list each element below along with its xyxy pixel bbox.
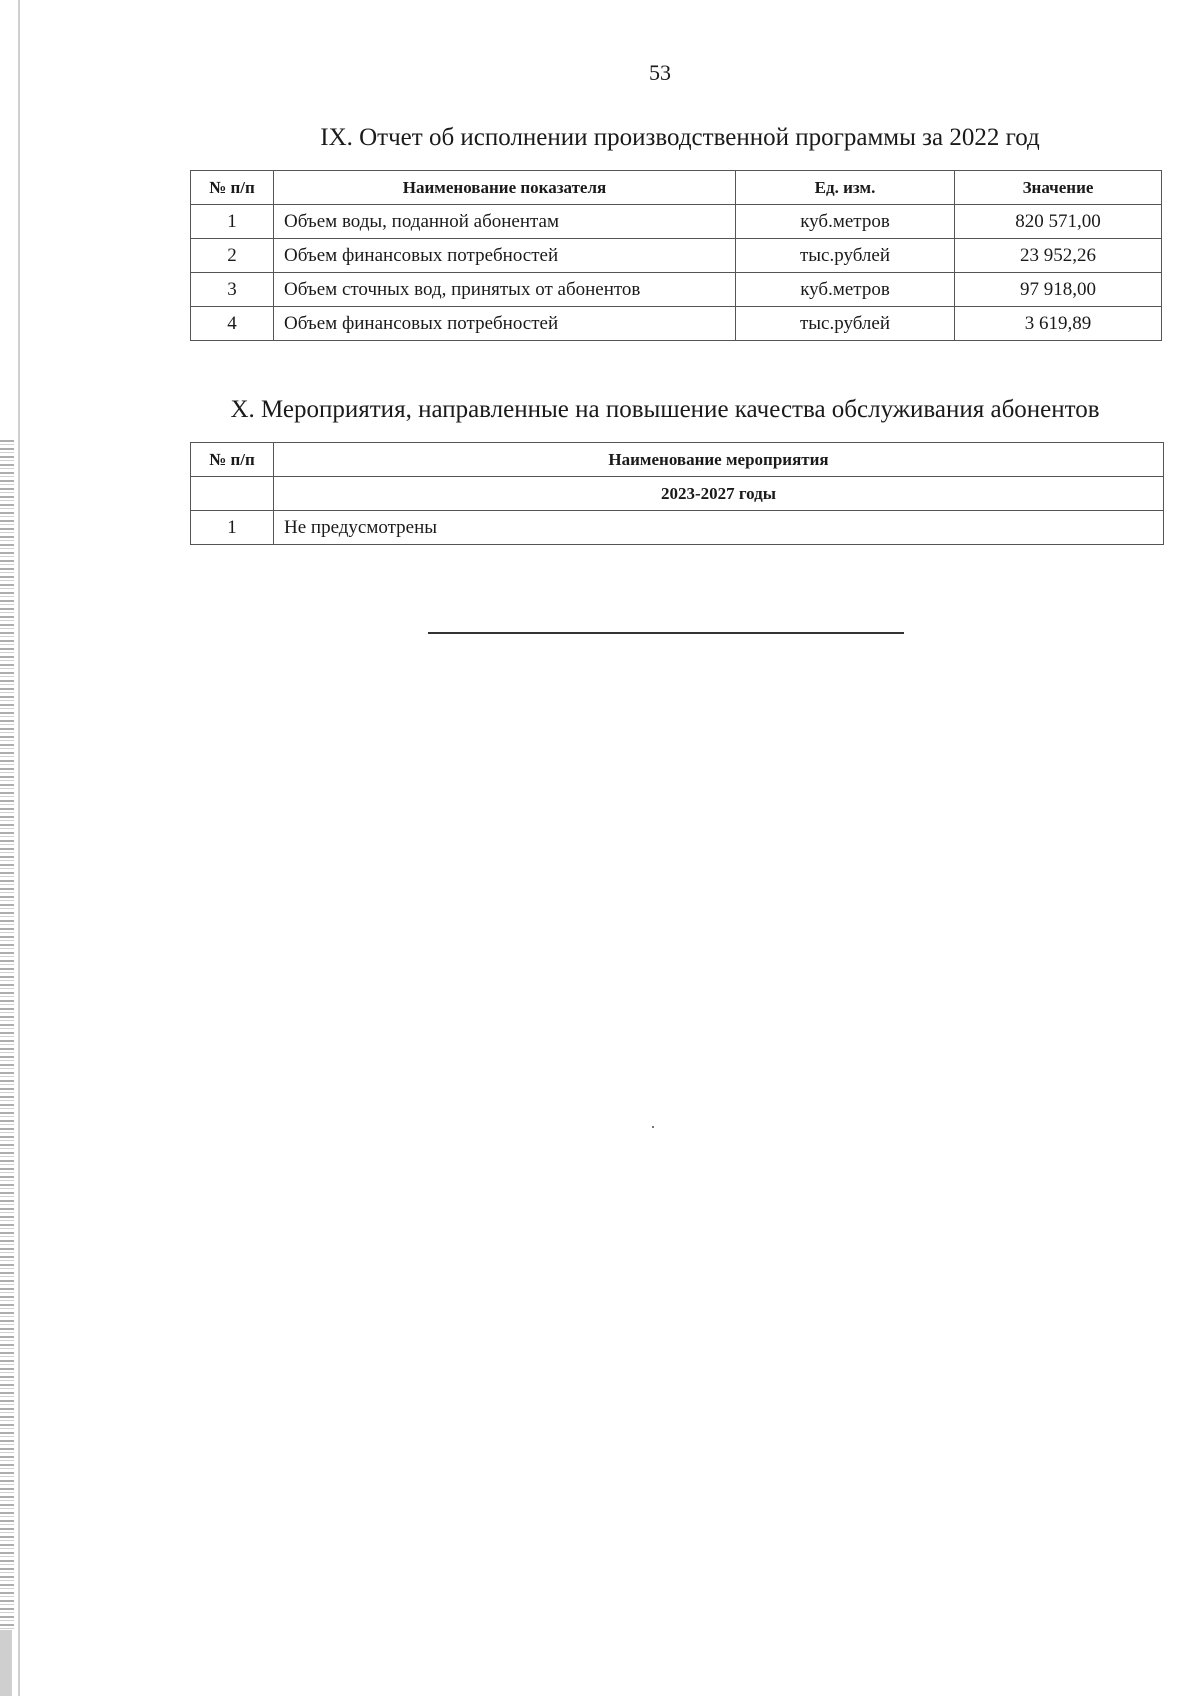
table-row <box>191 239 1162 273</box>
row-number: 1 <box>191 511 274 545</box>
period-row-number-cell <box>191 477 274 511</box>
table-header-row <box>191 443 1164 477</box>
scan-speck <box>652 1126 654 1128</box>
indicator-name: Объем воды, поданной абонентам <box>274 205 736 239</box>
section-x-title: X. Мероприятия, направленные на повышение качества обслуживания абонентов <box>230 396 1100 423</box>
table-row <box>191 307 1162 341</box>
period-label: 2023-2027 годы <box>274 477 1164 511</box>
column-header-unit: Ед. изм. <box>736 171 955 205</box>
column-header-number: № п/п <box>191 171 274 205</box>
scan-noise <box>0 440 14 1630</box>
table-row <box>191 205 1162 239</box>
end-of-document-rule <box>428 632 904 634</box>
table-row <box>191 511 1164 545</box>
column-header-indicator: Наименование показателя <box>274 171 736 205</box>
column-header-number: № п/п <box>191 443 274 477</box>
measure-name: Не предусмотрены <box>274 511 1164 545</box>
unit: куб.метров <box>736 205 955 239</box>
unit: тыс.рублей <box>736 239 955 273</box>
column-header-value: Значение <box>955 171 1162 205</box>
value: 23 952,26 <box>955 239 1162 273</box>
row-number: 1 <box>191 205 274 239</box>
period-row <box>191 477 1164 511</box>
production-program-report-table <box>190 170 1162 341</box>
value: 820 571,00 <box>955 205 1162 239</box>
row-number: 4 <box>191 307 274 341</box>
unit: куб.метров <box>736 273 955 307</box>
value: 3 619,89 <box>955 307 1162 341</box>
section-ix-title: IX. Отчет об исполнении производственной программы за 2022 год <box>320 124 1040 151</box>
indicator-name: Объем сточных вод, принятых от абонентов <box>274 273 736 307</box>
value: 97 918,00 <box>955 273 1162 307</box>
row-number: 3 <box>191 273 274 307</box>
scan-edge <box>18 0 20 1696</box>
table-row <box>191 273 1162 307</box>
row-number: 2 <box>191 239 274 273</box>
scan-noise-bottom <box>0 1630 12 1696</box>
column-header-measure: Наименование мероприятия <box>274 443 1164 477</box>
page-number: 53 <box>649 60 671 85</box>
table-header-row <box>191 171 1162 205</box>
indicator-name: Объем финансовых потребностей <box>274 307 736 341</box>
unit: тыс.рублей <box>736 307 955 341</box>
indicator-name: Объем финансовых потребностей <box>274 239 736 273</box>
service-quality-measures-table <box>190 442 1164 545</box>
